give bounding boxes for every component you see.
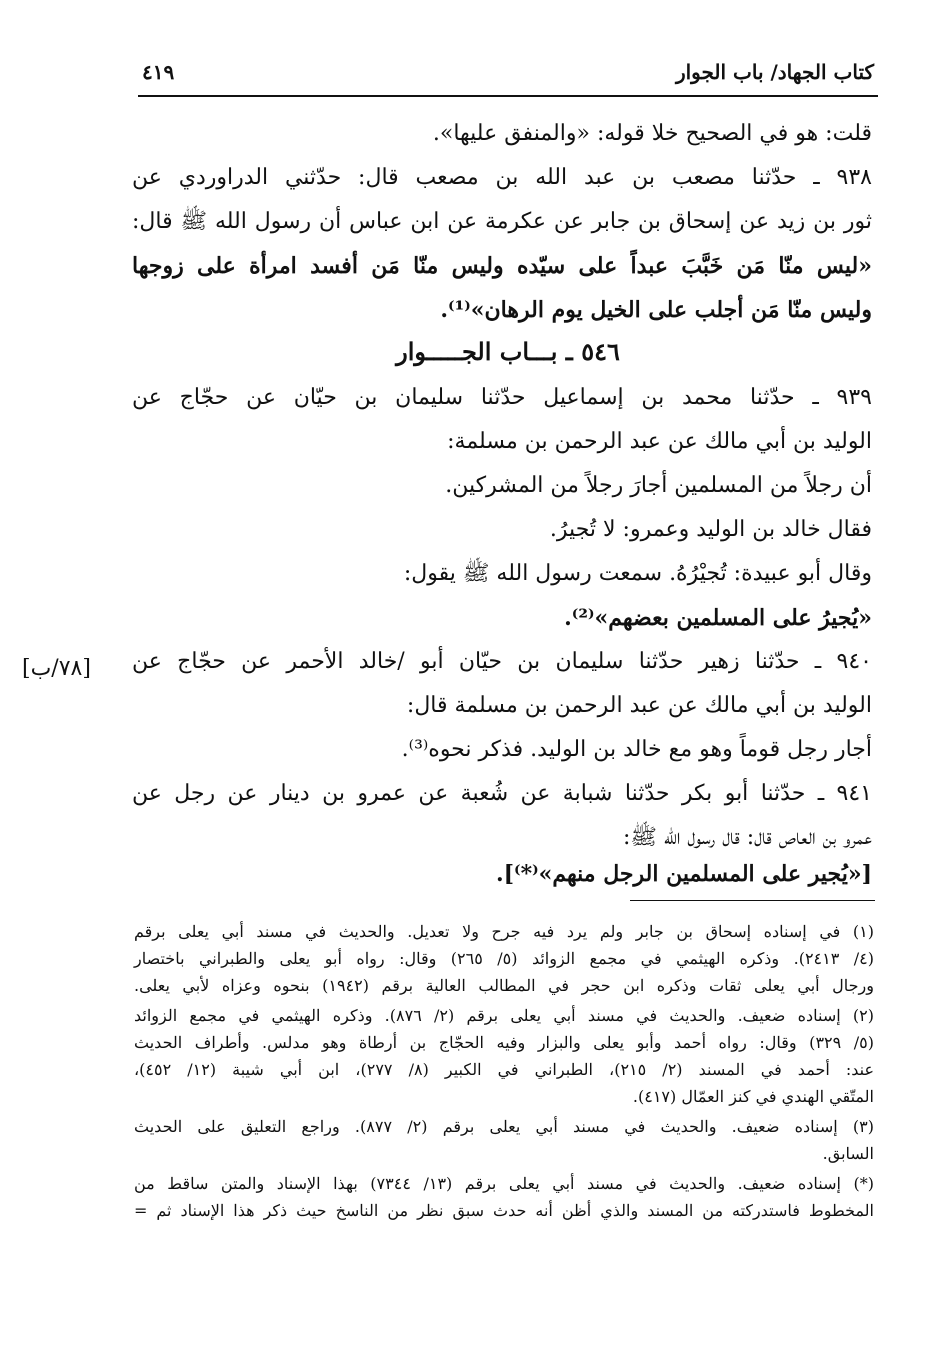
text-line: الوليد بن أبي مالك عن عبد الرحمن بن مسلمة قال: (406, 693, 872, 718)
header-title: كتاب الجهاد/ باب الجوار (675, 60, 874, 84)
footnote-line: (٢) إسناده ضعيف. والحديث في مسند أبي يعلى برقم (٢/ ٨٧٦). وذكره الهيثمي في مجمع الزوائد (134, 1006, 874, 1025)
footnote-line: (٤/ ٢٤١٣). وذكره الهيثمي في مجمع الزوائد (٥/ ٢٦٥) وقال: رواه أبو يعلى والطبراني باختصار (134, 949, 874, 968)
text-line: قلت: هو في الصحيح خلا قوله: «والمنفق عليها». (432, 121, 872, 146)
footnote-line: (٣) إسناده ضعيف. والحديث في مسند أبي يعلى برقم (٢/ ٨٧٧). وراجع التعليق على الحديث (134, 1117, 875, 1136)
text-line: ثور بن زيد عن إسحاق بن جابر عن عكرمة عن ابن عباس أن رسول الله ﷺ قال: (132, 209, 872, 234)
footnote-line: المخطوط فاستدركته من المسند والذي أظن أنه حدث سبق نظر من الناسخ حيث ذكر هذا الإسناد ثم = (134, 1201, 874, 1220)
hadith-text-line: «يُجيرُ على المسلمين بعضهم»⁽²⁾. (564, 605, 872, 631)
section-heading: ٥٤٦ ـ بـــاب الجـــــوار (396, 337, 620, 366)
page-number: ٤١٩ (142, 60, 175, 84)
text-line: الوليد بن أبي مالك عن عبد الرحمن بن مسلمة: (447, 429, 872, 454)
running-header (138, 56, 878, 94)
hadith-941-line: ٩٤١ ـ حدّثنا أبو بكر حدّثنا شبابة عن شُعبة عن عمرو بن دينار عن رجل عن (132, 781, 872, 806)
footnote-rule (630, 900, 875, 901)
footnote-line: السابق. (822, 1144, 874, 1163)
text-line: فقال خالد بن الوليد وعمرو: لا تُجيرُ. (549, 517, 872, 542)
hadith-940-line: ٩٤٠ ـ حدّثنا زهير حدّثنا سليمان بن حيّان أبو /خالد الأحمر عن حجّاج عن (132, 649, 872, 674)
hadith-text-line: «ليس منّا مَن خَبَّبَ عبداً على سيّده وليس منّا مَن أفسد امرأة على زوجها (132, 253, 872, 279)
header-rule (138, 95, 878, 97)
footnote-line: المتّقي الهندي في كنز العمّال (٤١٧). (632, 1087, 874, 1106)
hadith-938-line: ٩٣٨ ـ حدّثنا مصعب بن عبد الله بن مصعب قال: حدّثني الدراوردي عن (132, 165, 872, 190)
text-line: وقال أبو عبيدة: تُجيْرُهُ. سمعت رسول الله ﷺ يقول: (403, 561, 872, 586)
footnote-line: (١) في إسناده إسحاق بن جابر ولم يرد فيه جرح ولا تعديل. والحديث في مسند أبي يعلى برقم (134, 922, 874, 941)
footnote-line: عند: أحمد في المسند (٢/ ٢١٥)، الطبراني في الكبير (٨/ ٢٧٧)، ابن أبي شيبة (١٢/ ٤٥٢)، (134, 1060, 875, 1079)
hadith-text-line: وليس منّا مَن أجلب على الخيل يوم الرهان»⁽¹⁾. (440, 297, 872, 323)
manuscript-folio-ref: [٧٨/ب] (22, 656, 91, 681)
footnote-line: ورجال أبي يعلى ثقات وذكره ابن حجر في المطالب العالية برقم (١٩٤٢) بنحوه وعزاه لأبي يعلى. (134, 976, 875, 995)
hadith-text-line: [«يُجير على المسلمين الرجل منهم»⁽*⁾]. (495, 861, 872, 887)
text-line: أن رجلاً من المسلمين أجارَ رجلاً من المشركين. (445, 473, 872, 498)
text-line: أجار رجل قوماً وهو مع خالد بن الوليد. فذكر نحوه⁽³⁾. (401, 737, 872, 762)
footnote-line: (*) إسناده ضعيف. والحديث في مسند أبي يعلى برقم (١٣/ ٧٣٤٤) بهذا الإسناد والمتن ساقط من (134, 1174, 874, 1193)
text-line: عمرو بن العاص قال: قال رسول الله ﷺ: (623, 825, 872, 850)
hadith-939-line: ٩٣٩ ـ حدّثنا محمد بن إسماعيل حدّثنا سليمان بن حيّان عن حجّاج عن (132, 385, 872, 410)
footnote-line: (٥/ ٣٢٩) وقال: رواه أحمد وأبو يعلى والبزار وفيه الحجّاج بن أرطاة وهو مدلس. وأطراف الحديث (134, 1033, 874, 1052)
